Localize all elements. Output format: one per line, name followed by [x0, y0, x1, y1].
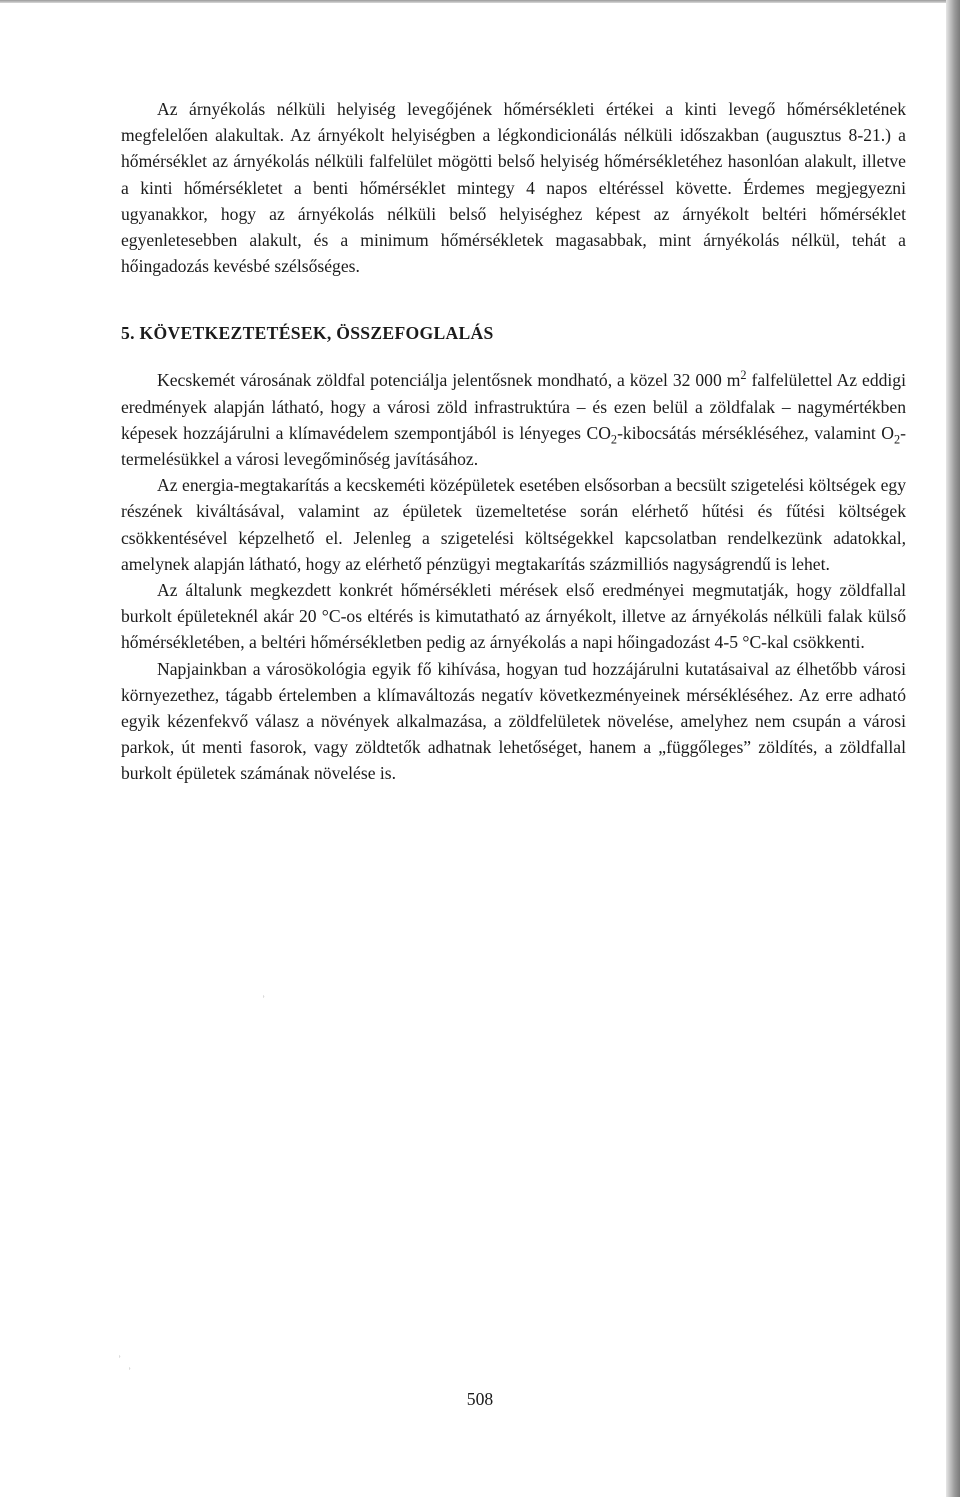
scan-speck: ʾ	[118, 1355, 122, 1366]
subscript-co2: 2	[610, 432, 618, 447]
superscript-2: 2	[740, 368, 747, 383]
scan-top-edge	[0, 0, 948, 3]
section-heading: 5. KÖVETKEZTETÉSEK, ÖSSZEFOGLALÁS	[121, 323, 494, 344]
document-page	[121, 96, 906, 787]
page-number: 508	[466, 1389, 494, 1409]
scan-speck: ʾ	[262, 995, 266, 1006]
paragraph-shading-results: Az árnyékolás nélküli helyiség levegőjének hőmérsékleti értékei a kinti levegő hőmérsékletének megfelelően alakultak. Az árnyékolt helyiségben a légkondicionálás nélküli időszakban (augusztus 8-21.) a hőmérséklet az árnyékolás nélküli falfelület mögötti belső helyiség hőmérsékletéhez hasonlóan alakult, illetve a kinti hőmérsékletet a benti hőmérséklet mintegy 4 napos eltéréssel követte. Érdemes megjegyezni ugyanakkor, hogy az árnyékolás nélküli belső helyiséghez képest az árnyékolt beltéri hőmérséklet egyenletesebben alakult, és a minimum hőmérsékletek magasabbak, mint árnyékolás nélkül, tehát a hőingadozás kevésbé szélsőséges.	[121, 99, 906, 277]
scan-right-edge	[946, 0, 960, 1497]
paragraph-energy-savings: Az energia-megtakarítás a kecskeméti középületek esetében elsősorban a becsült szigetelési költségek egy részének kiváltásával, valamint az épületek üzemeltetése során elérhető hűtési és fűtési költségek csökkentésével képzelhető el. Jelenleg a szigetelési költségekkel kapcsolatban rendelkezünk adatokkal, amelynek alapján látható, hogy az elérhető pénzügyi megtakarítás százmilliós nagyságrendű is lehet.	[121, 475, 906, 574]
paragraph-green-wall-potential: Kecskemét városának zöldfal potenciálja jelentősnek mondható, a közel 32 000 $m^2$ falfelülettel Az eddigi eredmények alapján látható, hogy a városi zöld infrastruktúra – és ezen belül a zöldfalak – nagymértékben képesek hozzájárulni a klímavédelem szempontjából is lényeges $CO_2$-kibocsátás mérsékléséhez, valamint $O_2$-termelésükkel a városi levegőminőség javításához.	[121, 368, 906, 470]
paragraph-urban-ecology: Napjainkban a városökológia egyik fő kihívása, hogyan tud hozzájárulni kutatásaival az élhetőbb városi környezethez, tágabb értelemben a klímaváltozás negatív következményeinek mérsékléséhez. Az erre adható egyik kézenfekvő válasz a növények alkalmazása, a zöldfelületek növelése, amelyhez nem csupán a városi parkok, út menti fasorok, vagy zöldtetők adhatnak lehetőséget, hanem a „függőleges” zöldítés, a zöldfallal burkolt épületek számának növelése is.	[121, 658, 906, 784]
scan-speck: ʾ	[128, 1367, 132, 1378]
paragraph-temperature-measurements: Az általunk megkezdett konkrét hőmérsékleti mérések első eredményei megmutatják, hogy zöldfallal burkolt épületeknél akár 20 °C-os eltérés is kimutatható az árnyékolt, illetve az árnyékolás nélküli falak külső hőmérsékletében, a beltéri hőmérsékletben pedig az árnyékolás a napi hőingadozást 4-5 °C-kal csökkenti.	[121, 580, 906, 653]
subscript-o2: 2	[893, 432, 901, 447]
